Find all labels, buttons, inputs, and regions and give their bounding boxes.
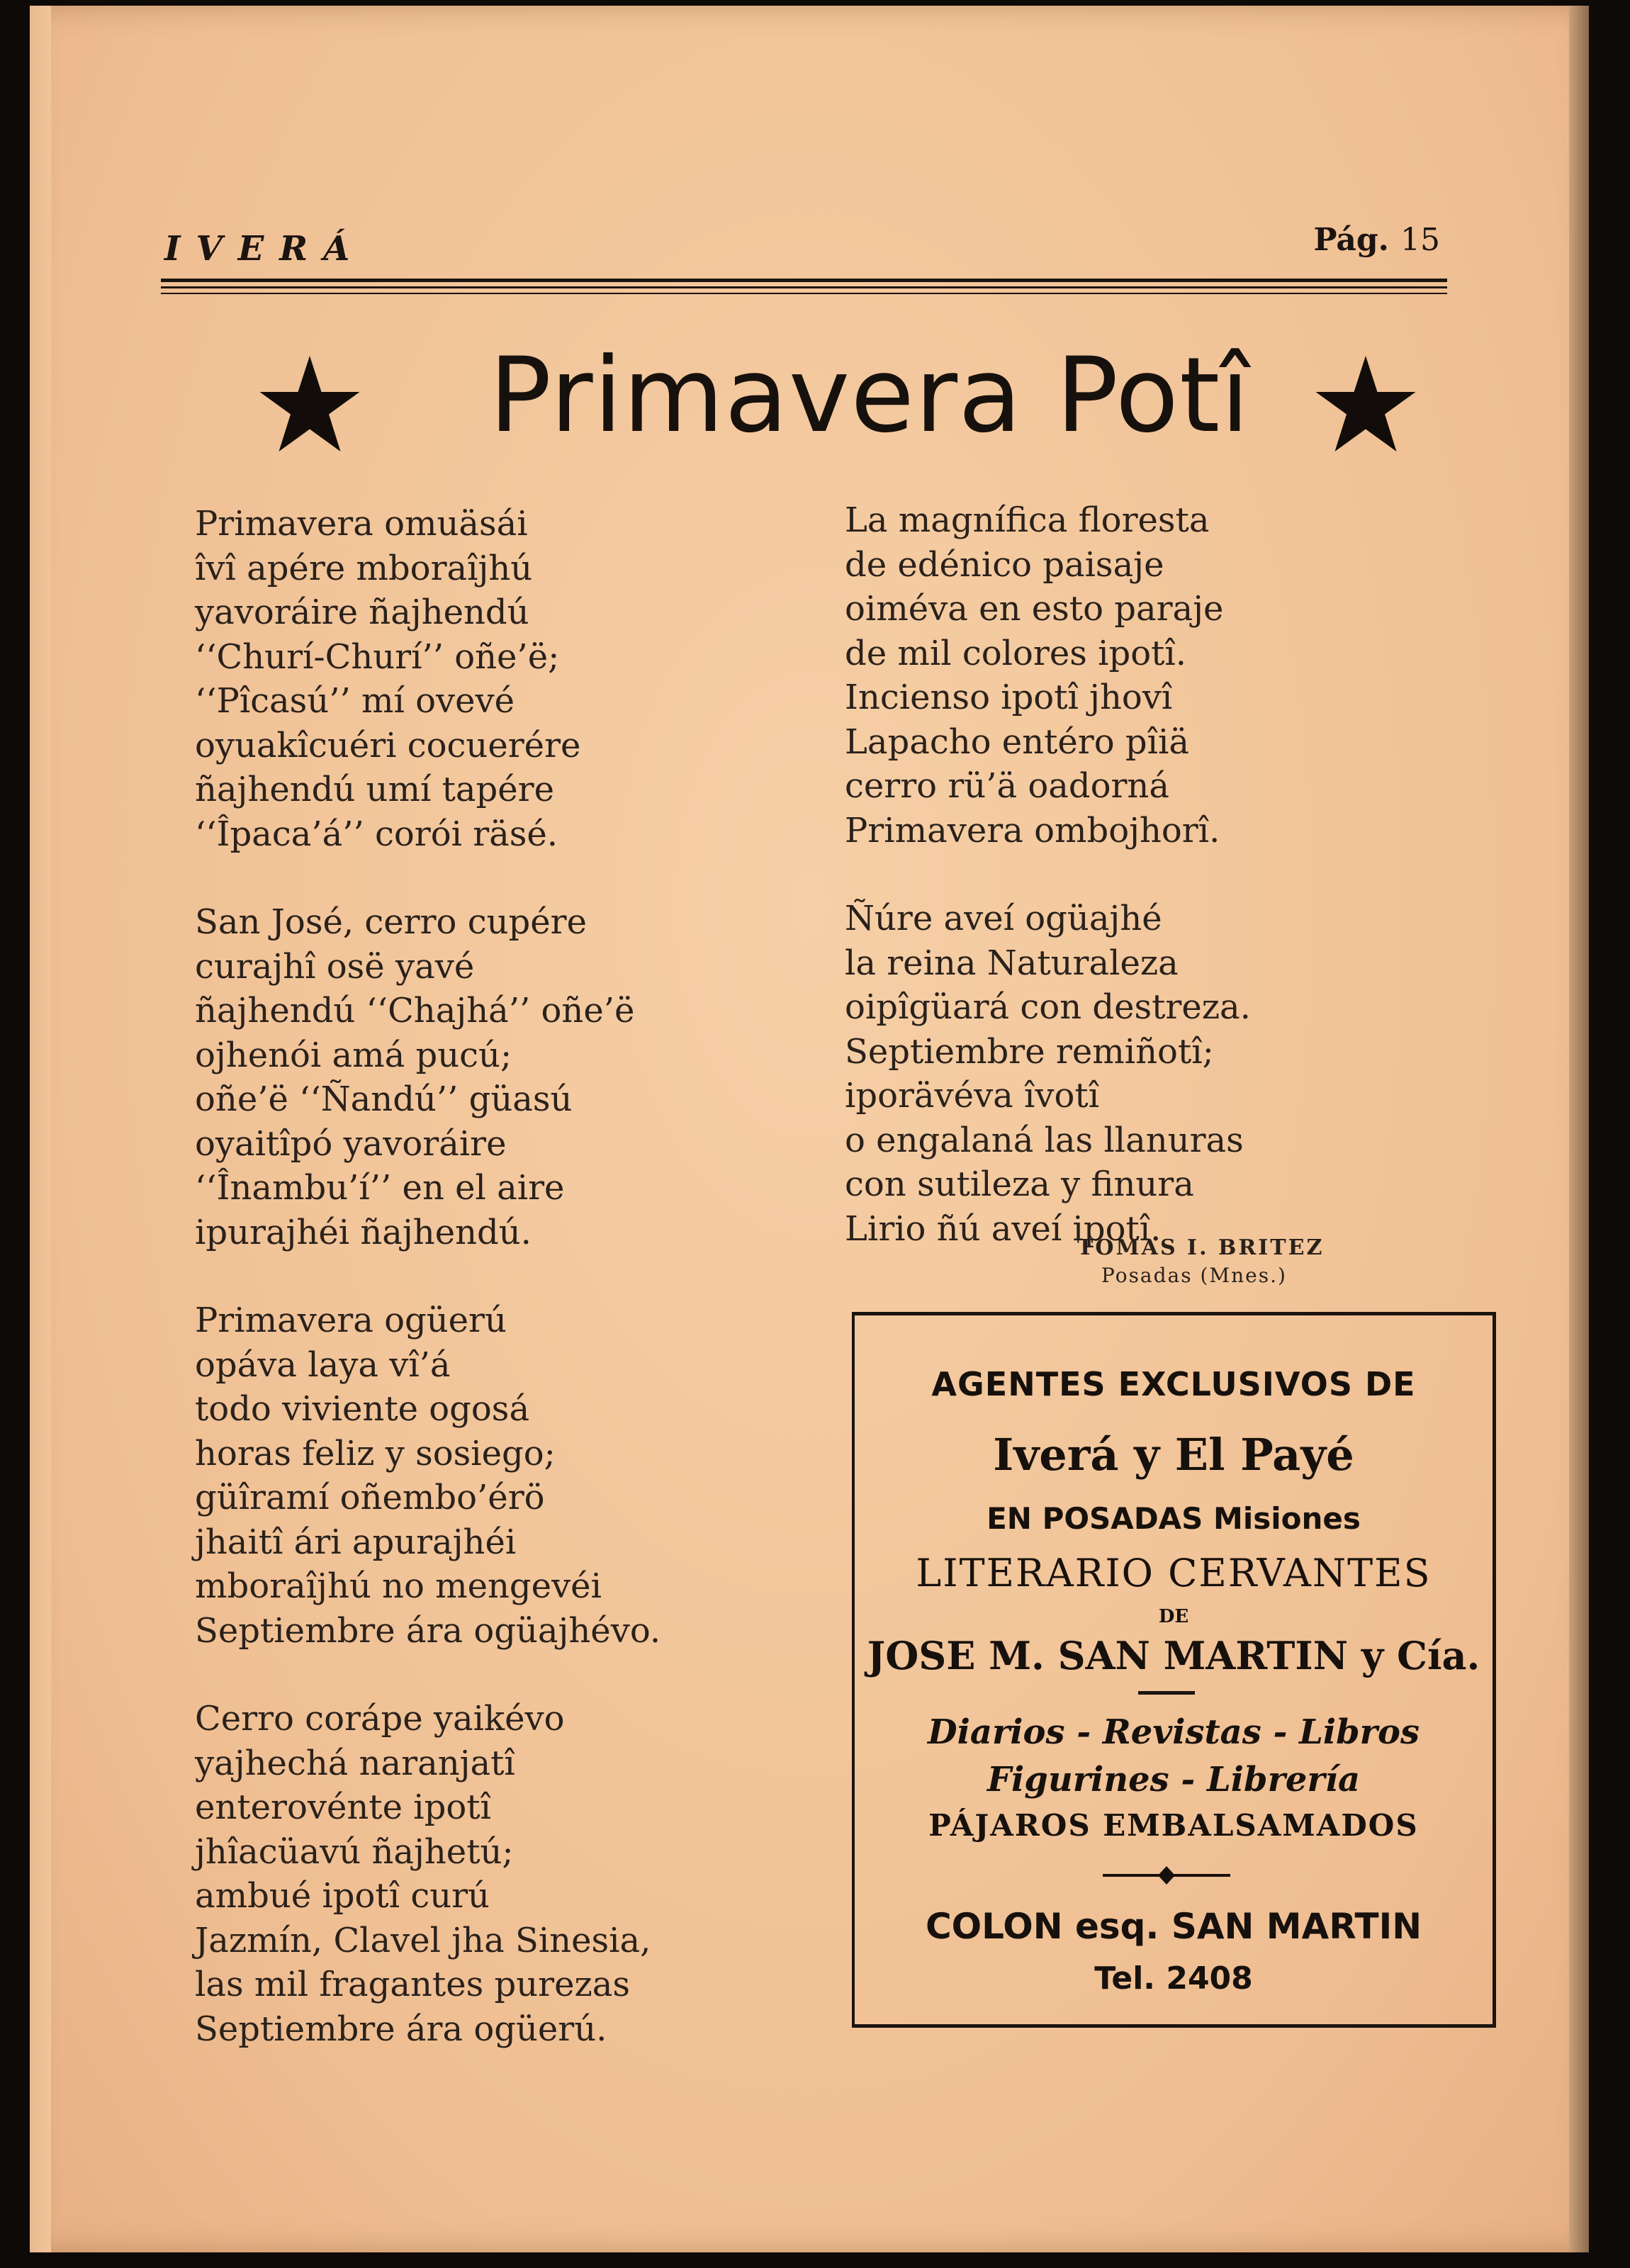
- header-rule: [161, 279, 1447, 282]
- page-header: [164, 222, 1440, 271]
- page-left-edge: [30, 6, 51, 2252]
- poem-line: opáva laya vî’á: [195, 1344, 451, 1385]
- poem-line: Cerro corápe yaikévo: [195, 1699, 565, 1739]
- poem-line: todo viviente ogosá: [195, 1389, 530, 1429]
- poem-line: ‘‘Churí-Churí’’ oñe’ë;: [195, 636, 560, 677]
- poem-line: güîramí oñembo’érö: [195, 1478, 545, 1517]
- poem-line: enterovénte ipotî: [195, 1787, 491, 1827]
- poem-line: oiméva en esto paraje: [845, 589, 1224, 629]
- poem-stanza: [195, 1697, 776, 2051]
- poem-stanza: [845, 897, 1447, 1251]
- poem-line: yavoráire ñajhendú: [195, 593, 529, 632]
- poem-line: ‘‘Înambu’í’’ en el aire: [195, 1168, 565, 1208]
- poem-line: ‘‘Îpaca’á’’ corói räsé.: [195, 814, 558, 854]
- ad-line-publications: Iverá y El Payé: [993, 1429, 1354, 1481]
- poem-left-column: [195, 502, 776, 2095]
- poem-stanza: [195, 502, 776, 856]
- poem-line: Lirio ñú aveí ipotî.: [845, 1208, 1162, 1249]
- poem-line: horas feliz y sosiego;: [195, 1433, 556, 1473]
- ad-line-de: DE: [1158, 1606, 1189, 1627]
- poem-line: de edénico paisaje: [845, 544, 1164, 585]
- poem-line: yajhechá naranjatî: [195, 1743, 515, 1783]
- magazine-name: IVERÁ: [164, 229, 366, 269]
- poem-line: cerro rü’ä oadorná: [845, 766, 1169, 806]
- page-indicator: [1314, 222, 1441, 258]
- poem-line: ‘‘Pîcasú’’ mí ovevé: [195, 681, 515, 721]
- ad-line-store: LITERARIO CERVANTES: [916, 1551, 1432, 1595]
- ad-bottom-rule: [852, 2026, 1454, 2028]
- ad-divider: [1138, 1691, 1195, 1695]
- page-number: 15: [1400, 222, 1440, 258]
- poem-right-column: [845, 498, 1447, 1295]
- ad-line-phone: Tel. 2408: [1094, 1960, 1253, 1997]
- star-icon: [1313, 352, 1419, 458]
- diamond-rule-icon: [1096, 1865, 1237, 1886]
- poem-line: Lapacho entéro pîiä: [845, 722, 1189, 762]
- magazine-page: [30, 6, 1589, 2252]
- poem-line: San José, cerro cupére: [195, 902, 587, 942]
- poem-line: ñajhendú ‘‘Chajhá’’ oñe’ë: [195, 991, 635, 1031]
- poem-line: jhaitî ári apurajhéi: [195, 1522, 517, 1562]
- poem-line: ñajhendú umí tapére: [195, 770, 554, 809]
- title-row: [172, 335, 1433, 459]
- header-rule: [161, 293, 1447, 294]
- page-spine: [1569, 6, 1589, 2252]
- poem-line: ojhenói amá pucú;: [195, 1035, 512, 1075]
- ad-line-products: Diarios - Revistas - Libros: [928, 1712, 1420, 1752]
- poem-line: jhîacüavú ñajhetú;: [195, 1831, 514, 1872]
- poem-line: Jazmín, Clavel jha Sinesia,: [195, 1920, 651, 1960]
- poem-line: Primavera ombojhorî.: [845, 810, 1220, 850]
- poem-line: de mil colores ipotî.: [845, 633, 1187, 673]
- poem-line: curajhî osë yavé: [195, 946, 475, 987]
- poem-line: Septiembre remiñotî;: [845, 1031, 1214, 1072]
- author-place: Posadas (Mnes.): [1101, 1264, 1287, 1287]
- poem-line: Ñúre aveí ogüajhé: [845, 899, 1162, 938]
- advertisement-box: [852, 1312, 1496, 2028]
- ad-line-location: EN POSADAS Misiones: [987, 1501, 1361, 1536]
- author-name: TOMAS I. BRITEZ: [1077, 1235, 1325, 1260]
- ad-line-owner: JOSE M. SAN MARTIN y Cía.: [867, 1633, 1480, 1678]
- poem-line: îvî apére mboraîjhú: [195, 548, 533, 588]
- poem-line: o engalaná las llanuras: [845, 1120, 1244, 1160]
- poem-line: La magnífica floresta: [845, 500, 1210, 540]
- poem-line: Primavera ogüerú: [195, 1301, 507, 1340]
- poem-stanza: [845, 498, 1447, 853]
- poem-line: oñe’ë ‘‘Ñandú’’ güasú: [195, 1079, 573, 1119]
- poem-line: Septiembre ára ogüajhévo.: [195, 1610, 661, 1651]
- poem-line: Septiembre ára ogüerú.: [195, 2009, 607, 2049]
- poem-stanza: [195, 1298, 776, 1653]
- poem-line: con sutileza y finura: [845, 1164, 1194, 1204]
- ad-line-birds: PÁJAROS EMBALSAMADOS: [928, 1808, 1419, 1843]
- poem-line: oyaitîpó yavoráire: [195, 1123, 507, 1164]
- poem-title: Primavera Potî: [489, 335, 1250, 456]
- poem-line: oyuakîcuéri cocuerére: [195, 725, 581, 765]
- ad-line-agents: AGENTES EXCLUSIVOS DE: [931, 1365, 1416, 1403]
- poem-line: ipurajhéi ñajhendú.: [195, 1212, 532, 1252]
- poem-line: la reina Naturaleza: [845, 943, 1179, 983]
- star-icon: [257, 352, 363, 458]
- poem-line: Primavera omuäsái: [195, 504, 528, 544]
- poem-line: ambué ipotî curú: [195, 1876, 490, 1916]
- header-rule: [161, 286, 1447, 288]
- poem-line: las mil fragantes purezas: [195, 1965, 631, 2004]
- poem-line: mboraîjhú no mengevéi: [195, 1566, 602, 1606]
- poem-line: Incienso ipotî jhovî: [845, 678, 1173, 717]
- poem-line: oipîgüará con destreza.: [845, 987, 1251, 1027]
- ad-line-products-2: Figurines - Librería: [987, 1760, 1361, 1800]
- poem-line: iporävéva îvotî: [845, 1076, 1100, 1116]
- ad-line-address: COLON esq. SAN MARTIN: [925, 1906, 1422, 1947]
- poem-stanza: [195, 900, 776, 1254]
- page-label: Pág.: [1313, 222, 1389, 258]
